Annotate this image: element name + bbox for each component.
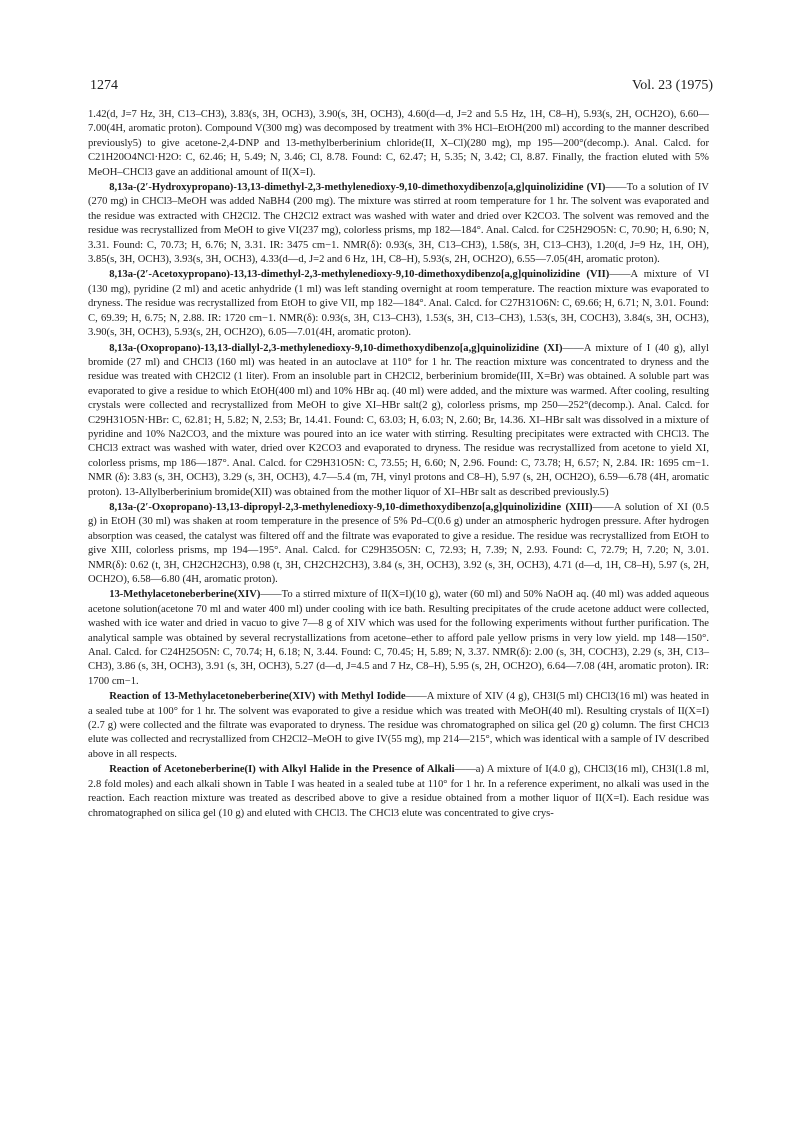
paragraph-body: ——A solution of XI (0.5 g) in EtOH (30 ml) was shaken at room temperature in the presence of 5% Pd–C(0.6 g) under an atmospheric hydrogen pressure. After hydrogen absorption was ceased, the catalyst was filtered off and the filtrate was evaporated to give a residue. The residue was recrystallized from EtOH to give XIII, colorless prisms, mp 194—195°. Anal. Calcd. for C29H35O5N: C, 72.93; H, 7.39; N, 2.93. Found: C, 72.79; H, 7.20; N, 3.01. NMR(δ): 0.62 (t, 3H, CH2CH2CH3), 0.98 (t, 3H, CH2CH2CH3), 3.84 (s, 3H, OCH3), 3.92 (s, 3H, OCH3), 4.71 (d—d, 1H, C8–H), 5.97 (s, 2H, OCH2O), 6.58—6.80 (4H, aromatic proton). <box>88 501 709 585</box>
paragraph-body: ——A mixture of XIV (4 g), CH3I(5 ml) CHCl3(16 ml) was heated in a sealed tube at 100° for 1 hr. The solvent was evaporated to give a residue which was treated with MeOH(40 ml). Resulting crystals of II(X=I)(2.7 g) were collected and the filtrate was evaporated to dryness. The residue was chromatographed on silica gel (20 g) column. The first CHCl3 elute was collected and recrystallized from CH2Cl2–MeOH to give IV(55 mg), mp 214—215°, which was identical with a sample of IV described above in all respects. <box>88 691 709 760</box>
paragraph-body: ——A mixture of VI (130 mg), pyridine (2 ml) and acetic anhydride (1 ml) was left standing overnight at room temperature. The reaction mixture was evaporated to dryness. The residue was recrystallized from EtOH to give VII, mp 182—184°. Anal. Calcd. for C27H31O6N: C, 69.66; H, 6.71; N, 3.01. Found: C, 69.39; H, 6.75; N, 2.88. IR: 1720 cm−1. NMR(δ): 0.93(s, 3H, C13–CH3), 1.53(s, 3H, C13–CH3), 1.53(s, 3H, COCH3), 3.84(s, 3H, OCH3), 3.90(s, 3H, OCH3), 5.93(s, 2H, OCH2O), 6.05—7.01(4H, aromatic proton). <box>88 269 709 339</box>
paragraph-body: 1.42(d, J=7 Hz, 3H, C13–CH3), 3.83(s, 3H, OCH3), 3.90(s, 3H, OCH3), 4.60(d—d, J=2 and 5.5 Hz, 1H, C8–H), 5.93(s, 2H, OCH2O), 6.60—7.00(4H, aromatic proton). Compound V(300 mg) was decomposed by treatment with 3% HCl–EtOH(200 ml) according to the manner described previously5) to give acetone-2,4-DNP and 13-methylberberinium chloride(II, X–Cl)(280 mg), mp 195—200°(decomp.). Anal. Calcd. for C21H20O4NCl·H2O: C, 62.46; H, 5.49; N, 3.46; Cl, 8.78. Found: C, 62.47; H, 5.35; N, 3.42; Cl, 8.87. Finally, the fraction eluted with 5% MeOH–CHCl3 gave an additional amount of II(X=I). <box>88 109 709 178</box>
compound-heading: 8,13a-(Oxopropano)-13,13-diallyl-2,3-methylenedioxy-9,10-dimethoxydibenzo[a,g]quinolizidine (XI) <box>109 342 563 354</box>
compound-heading: 8,13a-(2′-Acetoxypropano)-13,13-dimethyl-2,3-methylenedioxy-9,10-dimethoxydibenzo[a,g]quinolizidine (VII) <box>109 269 610 281</box>
article-body <box>88 108 709 822</box>
paragraph-compound-xiii <box>88 501 709 587</box>
page-header <box>90 78 713 94</box>
paragraph-compound-vii <box>88 268 709 340</box>
compound-heading: 8,13a-(2′-Oxopropano)-13,13-dipropyl-2,3-methylenedioxy-9,10-dimethoxydibenzo[a,g]quinolizidine (XIII) <box>109 501 593 513</box>
compound-heading: 13-Methylacetoneberberine(XIV) <box>109 589 261 601</box>
paragraph-continued <box>88 108 709 180</box>
paragraph-body: ——To a stirred mixture of II(X=I)(10 g), water (60 ml) and 50% NaOH aq. (40 ml) was added aqueous acetone solution(acetone 70 ml and water 400 ml) under cooling with ice bath. Resulting precipitates of the crude acetone adduct were collected, washed with ice water and dried in vacuo to give 7—8 g of XIV which was used for the following experiments without further purification. The analytical sample was obtained by several recrystallizations from acetone–ether to afford pale yellow prisms in very low yield. mp 148—150°. Anal. Calcd. for C24H25O5N: C, 70.74; H, 6.18; N, 3.44. Found: C, 70.45; H, 5.89; N, 3.37. NMR(δ): 2.00 (s, 3H, COCH3), 2.29 (s, 3H, C13–CH3), 3.86 (s, 3H, OCH3), 3.91 (s, 3H, OCH3), 5.27 (d—d, J=4.5 and 7 Hz, C8–H), 5.95 (s, 2H, OCH2O), 6.64—7.08 (4H, aromatic proton). IR: 1700 cm−1. <box>88 589 709 687</box>
paragraph-body: ——A mixture of I (40 g), allyl bromide (27 ml) and CHCl3 (160 ml) was heated in an autoclave at 110° for 1 hr. The reaction mixture was concentrated to dryness and the residue was treated with CH2Cl2 (1 liter). From an insoluble part in CH2Cl2, berberinium bromide(III, X=Br) was obtained. A soluble part was evaporated to give a residue to which EtOH(400 ml) and 10% HBr aq. (40 ml) were added, and the mixture was warmed. After cooling, resulting crystals were collected and recrystallized from MeOH to give XI–HBr salt(2 g), colorless prisms, mp 250—252°(decomp.). Anal. Calcd. for C29H31O5N·HBr: C, 62.81; H, 5.82; N, 2.53; Br, 14.41. Found: C, 63.03; H, 6.03; N, 2.60; Br, 14.36. XI–HBr salt was dissolved in a mixture of pyridine and 10% Na2CO3, and the mixture was poured into an ice water with stirring. Resulting precipitates were extracted with CHCl3. The CHCl3 extract was washed with water, dried over K2CO3 and evaporated to dryness. The residue was recrystallized from acetone to yield XI, colorless prisms, mp 186—187°. Anal. Calcd. for C29H31O5N: C, 73.55; H, 6.60; N, 2.96. Found: C, 73.78; H, 6.57; N, 2.84. IR: 1695 cm−1. NMR (δ): 3.83 (s, 3H, OCH3), 3.29 (s, 3H, OCH3), 4.7—5.4 (m, 7H, vinyl protons and C8–H), 5.97 (s, 2H, OCH2O), 6.59—6.78 (4H, aromatic proton). 13-Allylberberinium bromide(XII) was obtained from the mother liquor of XI–HBr salt as described previously.5) <box>88 342 709 498</box>
paragraph-compound-xi <box>88 342 709 500</box>
paragraph-reaction-alkyl-halide <box>88 763 709 821</box>
volume-label: Vol. 23 (1975) <box>631 78 713 93</box>
paragraph-body: ——To a solution of IV (270 mg) in CHCl3–MeOH was added NaBH4 (200 mg). The mixture was stirred at room temperature for 1 hr. The solvent was evaporated and the residue was extracted with CH2Cl2. The CH2Cl2 extract was washed with water and dried over K2CO3. The solvent was removed and the residue was recrystallized from MeOH to give VI(237 mg), colorless prisms, mp 182—184°. Anal. Calcd. for C25H29O5N: C, 70.90; H, 6.90; N, 3.31. Found: C, 70.73; H, 6.76; N, 3.31. IR: 3475 cm−1. NMR(δ): 0.93(s, 3H, C13–CH3), 1.58(s, 3H, C13–CH3), 1.20(d, J=9 Hz, 1H, OH), 3.85(s, 3H, OCH3), 3.93(s, 3H, OCH3), 4.33(d—d, J=2 and 6 Hz, 1H, C8–H), 5.93(s, 2H, OCH2O), 6.55—7.05(4H, aromatic proton). <box>88 182 709 266</box>
page-number: 1274 <box>90 78 118 93</box>
section-heading: Reaction of 13-Methylacetoneberberine(XIV) with Methyl Iodide <box>109 691 406 703</box>
paragraph-reaction-methyl-iodide <box>88 690 709 762</box>
section-heading: Reaction of Acetoneberberine(I) with Alkyl Halide in the Presence of Alkali <box>109 764 455 776</box>
paragraph-compound-xiv <box>88 588 709 689</box>
compound-heading: 8,13a-(2′-Hydroxypropano)-13,13-dimethyl-2,3-methylenedioxy-9,10-dimethoxydibenzo[a,g]quinolizidine (VI) <box>109 182 606 194</box>
paragraph-compound-vi <box>88 181 709 267</box>
paragraph-body: ——a) A mixture of I(4.0 g), CHCl3(16 ml), CH3I(1.8 ml, 2.8 fold moles) and each alkali shown in Table I was heated in a sealed tube at 110° for 1 hr. In a reference experiment, no alkali was used in the reaction. Each reaction mixture was treated as described above to give a residue obtained from a mother liquor of II(X=I). Each residue was chromatographed on silica gel (10 g) and eluted with CHCl3. The CHCl3 elute was concentrated to give crys- <box>88 764 709 819</box>
